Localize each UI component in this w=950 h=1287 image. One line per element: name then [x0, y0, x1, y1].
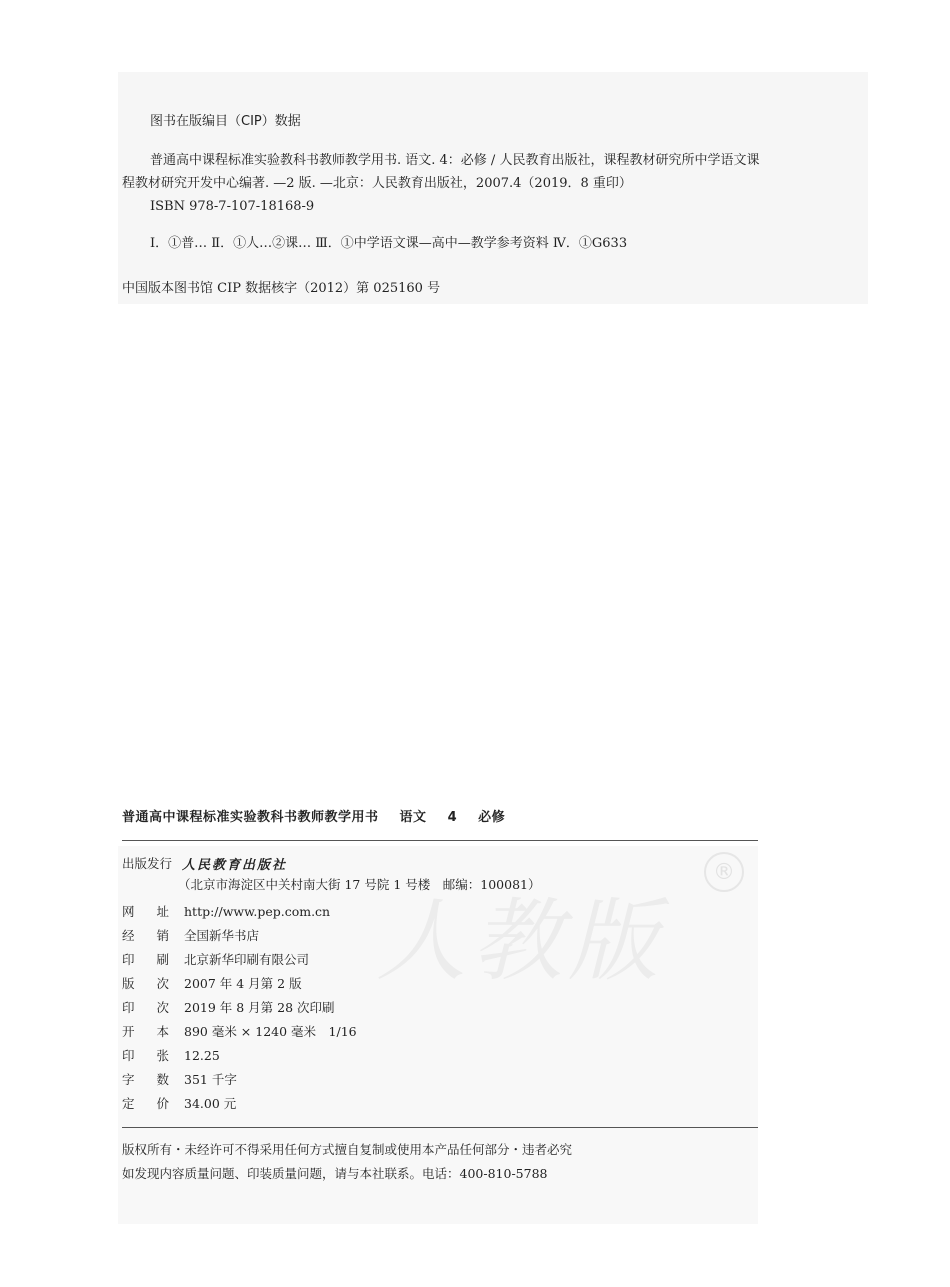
- divider: [122, 1127, 758, 1128]
- publisher-row: [122, 851, 758, 875]
- cip-number: 中国版本图书馆 CIP 数据核字（2012）第 025160 号: [122, 281, 441, 296]
- info-value: 北京新华印刷有限公司: [184, 952, 310, 967]
- colophon-info-row: [122, 1043, 758, 1067]
- info-label: [122, 1046, 184, 1064]
- colophon-info-row: [122, 995, 758, 1019]
- publisher-logo: 人民教育出版社: [182, 857, 288, 873]
- colophon-title-series: 普通高中课程标准实验教科书教师教学用书: [122, 810, 379, 825]
- info-label-char-2: 次: [156, 976, 170, 991]
- publisher-address: （北京市海淀区中关村南大街 17 号院 1 号楼 邮编：100081）: [178, 877, 541, 892]
- colophon-info-row: [122, 971, 758, 995]
- info-label: [122, 926, 184, 944]
- info-label-char-1: 网: [122, 904, 135, 919]
- colophon: [122, 806, 758, 1186]
- divider: [122, 840, 758, 841]
- info-label-char-1: 定: [122, 1096, 135, 1111]
- info-label-char-2: 次: [156, 1000, 170, 1015]
- info-value: 12.25: [184, 1047, 220, 1063]
- info-value: 890 毫米 × 1240 毫米 1/16: [184, 1024, 357, 1039]
- info-label: [122, 902, 184, 920]
- cip-heading: 图书在版编目（CIP）数据: [150, 114, 301, 129]
- info-label: [122, 1070, 184, 1088]
- info-label: [122, 998, 184, 1016]
- registered-mark-icon: ®: [704, 852, 744, 892]
- copyright-notice: 版权所有・未经许可不得采用任何方式擅自复制或使用本产品任何部分・违者必究: [122, 1142, 573, 1157]
- info-label-char-2: 销: [156, 928, 170, 943]
- colophon-info-row: [122, 1091, 758, 1115]
- info-label-char-2: 数: [156, 1072, 170, 1087]
- colophon-info-row: [122, 1019, 758, 1043]
- colophon-info-row: [122, 947, 758, 971]
- info-label-char-1: 开: [122, 1024, 135, 1039]
- info-label-char-2: 址: [156, 904, 170, 919]
- colophon-title-subject: 语文: [399, 810, 427, 825]
- colophon-info-row: [122, 899, 758, 923]
- colophon-title-type: 必修: [478, 810, 506, 825]
- info-value: 2019 年 8 月第 28 次印刷: [184, 1000, 335, 1015]
- info-value: 34.00 元: [184, 1096, 237, 1111]
- info-value[interactable]: http://www.pep.com.cn: [184, 903, 331, 919]
- info-value: 2007 年 4 月第 2 版: [184, 976, 302, 991]
- cip-block: [122, 110, 840, 300]
- cip-isbn: ISBN 978-7-107-18168-9: [150, 199, 315, 214]
- info-label-char-2: 张: [156, 1048, 170, 1063]
- info-label-char-1: 版: [122, 976, 135, 991]
- info-label: [122, 974, 184, 992]
- colophon-info-row: [122, 923, 758, 947]
- cip-record-line-1: 普通高中课程标准实验教科书教师教学用书. 语文. 4：必修 / 人民教育出版社，课程教材研究所中学语文课: [150, 153, 760, 168]
- pep-watermark: 人教版: [376, 889, 664, 994]
- info-value: 351 千字: [184, 1072, 237, 1087]
- cip-classification: Ⅰ．①普… Ⅱ．①人…②课… Ⅲ．①中学语文课—高中—教学参考资料 Ⅳ．①G633: [150, 236, 628, 251]
- colophon-title-volume: 4: [447, 810, 458, 825]
- info-label-char-1: 字: [122, 1072, 135, 1087]
- info-label-char-2: 刷: [156, 952, 170, 967]
- info-label: [122, 950, 184, 968]
- info-label-char-2: 本: [156, 1024, 170, 1039]
- info-label-char-2: 价: [156, 1096, 170, 1111]
- info-value: 全国新华书店: [184, 928, 260, 943]
- info-label: [122, 1022, 184, 1040]
- quality-notice: 如发现内容质量问题、印装质量问题，请与本社联系。电话：400-810-5788: [122, 1166, 548, 1181]
- info-label-char-1: 印: [122, 1048, 135, 1063]
- colophon-info-row: [122, 1067, 758, 1091]
- info-label: [122, 1094, 184, 1112]
- colophon-title: [122, 806, 758, 830]
- cip-record-line-2: 程教材研究开发中心编著. —2 版. —北京：人民教育出版社，2007.4（2019．8 重印）: [122, 176, 632, 191]
- info-label-char-1: 印: [122, 1000, 135, 1015]
- publisher-label: 出版发行: [122, 856, 173, 871]
- info-label-char-1: 经: [122, 928, 135, 943]
- info-label-char-1: 印: [122, 952, 135, 967]
- colophon-info-list: [122, 899, 758, 1115]
